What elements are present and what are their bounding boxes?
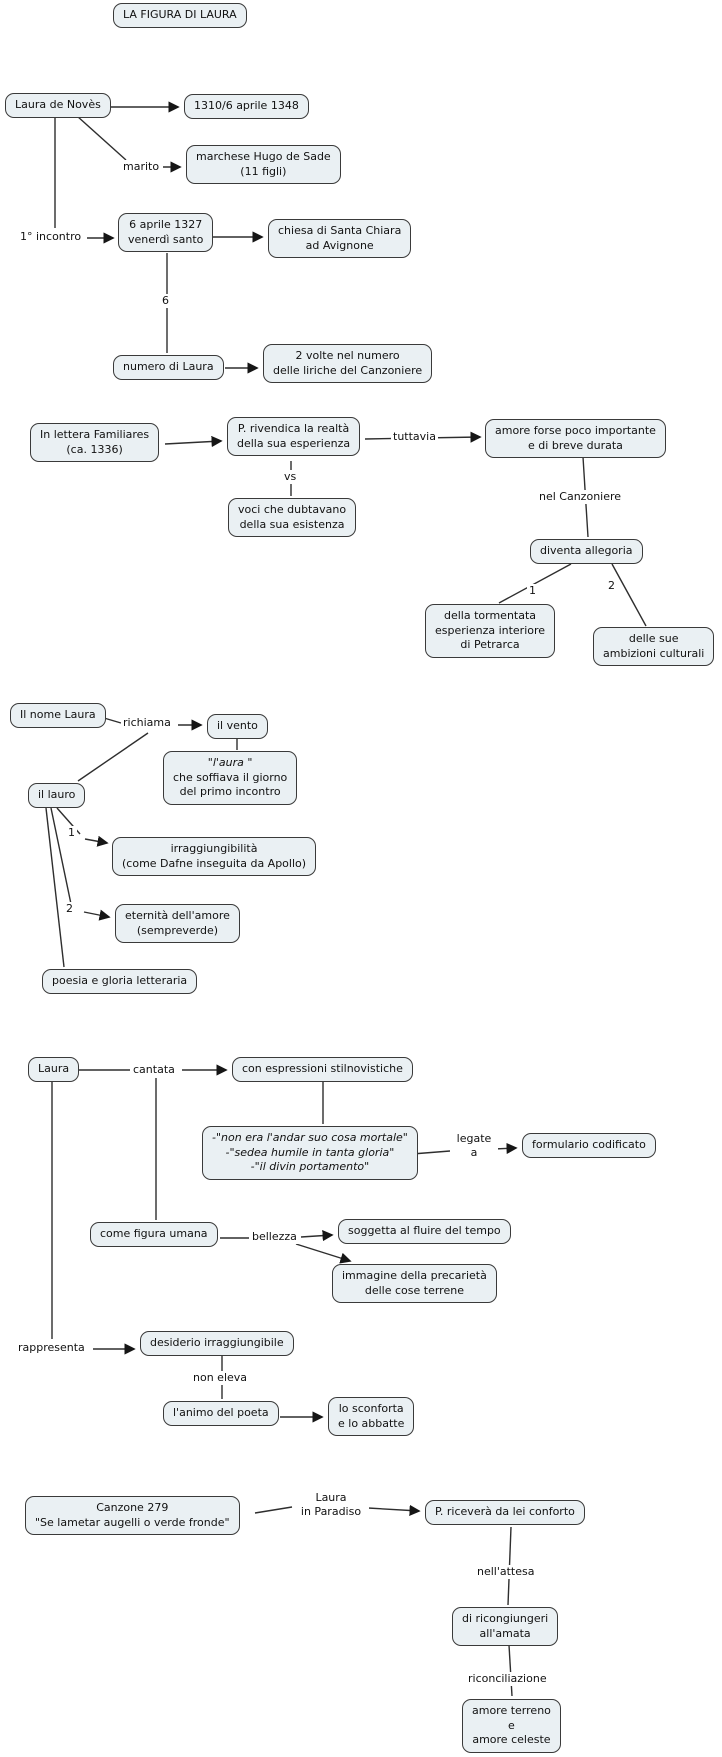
node-voci-dubbio[interactable]: [228, 498, 356, 537]
node-formulario-codificato[interactable]: [522, 1133, 656, 1158]
node-marchese-hugo[interactable]: [186, 145, 341, 184]
node-ricevera-conforto[interactable]: [425, 1500, 585, 1525]
node-text-line: il vento: [217, 719, 258, 732]
node-text-line: esperienza interiore: [435, 623, 546, 637]
node-tormentata-esperienza[interactable]: [425, 604, 555, 658]
node-espressioni-stilnovistiche[interactable]: [232, 1057, 413, 1082]
node-text-line: P. rivendica la realtà: [237, 422, 350, 435]
node-text-line: e: [508, 1718, 515, 1732]
edge-label-rappresenta[interactable]: rappresenta: [18, 1341, 85, 1354]
node-text-line: P. riceverà da lei conforto: [435, 1505, 575, 1518]
node-text-line: e di breve durata: [528, 438, 623, 452]
node-text-line: (11 figli): [240, 164, 287, 178]
node-text-line: LA FIGURA DI LAURA: [123, 8, 237, 21]
edge-label-primo-incontro[interactable]: 1° incontro: [20, 230, 82, 243]
node-text-line: immagine della precarietà: [342, 1269, 487, 1282]
node-text-line: amore terreno: [472, 1704, 551, 1717]
node-il-vento[interactable]: [207, 714, 268, 739]
node-text-line: (come Dafne inseguita da Apollo): [122, 856, 307, 870]
node-text-line: come figura umana: [100, 1227, 208, 1240]
node-text-line: il lauro: [38, 788, 76, 801]
node-text-line: della tormentata: [444, 609, 537, 622]
edge-label-bellezza[interactable]: bellezza: [252, 1230, 297, 1243]
edge-label-tuttavia[interactable]: tuttavia: [393, 430, 436, 443]
edge-label-due-lauro[interactable]: 2: [66, 902, 73, 915]
node-irraggiungibilita[interactable]: [112, 837, 316, 876]
node-text-line: venerdì santo: [128, 232, 204, 246]
edge-label-legate-a[interactable]: [450, 1132, 498, 1160]
node-citazioni[interactable]: [202, 1126, 418, 1180]
node-dates[interactable]: [184, 94, 309, 119]
node-laura-de-noves[interactable]: [5, 93, 111, 118]
node-text-line: del primo incontro: [179, 785, 281, 799]
node-text-line: Laura: [38, 1062, 70, 1075]
node-text-line: amore forse poco importante: [495, 424, 656, 437]
node-text-line: l'animo del poeta: [173, 1406, 269, 1419]
node-text-line: desiderio irraggiungibile: [150, 1336, 284, 1349]
edge-label-line: in Paradiso: [300, 1504, 362, 1518]
node-il-lauro[interactable]: [28, 783, 85, 808]
node-ricongiungersi[interactable]: [452, 1607, 558, 1646]
edge-label-uno-lauro[interactable]: 1: [68, 826, 75, 839]
edge-label-due-allegoria[interactable]: 2: [608, 579, 615, 592]
node-poesia-gloria[interactable]: [42, 969, 197, 994]
node-text-line: marchese Hugo de Sade: [196, 150, 331, 163]
edge-label-nel-canzoniere[interactable]: nel Canzoniere: [539, 490, 622, 503]
node-diventa-allegoria[interactable]: [530, 539, 643, 564]
node-text-line: lo sconforta: [338, 1402, 404, 1415]
node-text-line: all'amata: [479, 1626, 531, 1640]
node-chiesa-santa-chiara[interactable]: [268, 219, 411, 258]
node-animo-poeta[interactable]: [163, 1401, 279, 1426]
node-text-line: della sua esistenza: [239, 517, 345, 531]
node-title[interactable]: [113, 3, 247, 28]
node-text-line: Il nome Laura: [20, 708, 96, 721]
node-text-line: 6 aprile 1327: [129, 218, 203, 231]
edge-label-non-eleva[interactable]: non eleva: [193, 1371, 248, 1384]
node-l-aura[interactable]: [163, 751, 297, 805]
node-eternita-amore[interactable]: [115, 904, 240, 943]
edge-label-line: legate: [456, 1132, 492, 1145]
node-ambizioni-culturali[interactable]: [593, 627, 714, 666]
node-text-line: In lettera Familiares: [40, 428, 150, 441]
edge-label-laura-in-paradiso[interactable]: [293, 1491, 369, 1519]
node-text-line: con espressioni stilnovistiche: [242, 1062, 403, 1075]
node-laura[interactable]: [28, 1057, 79, 1082]
node-text-line: voci che dubtavano: [238, 503, 347, 516]
node-text-line: "l'aura ": [207, 756, 253, 769]
node-rivendica-realta[interactable]: [227, 417, 360, 456]
node-text-line: della sua esperienza: [237, 436, 351, 450]
edge-label-line: Laura: [315, 1491, 347, 1504]
node-due-volte-canzoniere[interactable]: [263, 344, 432, 383]
node-text-line: numero di Laura: [123, 360, 214, 373]
node-lettera-familiares[interactable]: [30, 423, 159, 462]
edge-label-cantata[interactable]: cantata: [133, 1063, 175, 1076]
node-data-primo-incontro[interactable]: [118, 213, 213, 252]
node-text-line: -"sedea humile in tanta gloria": [225, 1145, 395, 1159]
node-figura-umana[interactable]: [90, 1222, 218, 1247]
node-text-line: ad Avignone: [305, 238, 374, 252]
edge-label-nell-attesa[interactable]: nell'attesa: [477, 1565, 535, 1578]
edge-label-vs[interactable]: vs: [284, 470, 297, 483]
node-soggetta-tempo[interactable]: [338, 1219, 511, 1244]
node-amore-poco-importante[interactable]: [485, 419, 666, 458]
node-sconforta-abbatte[interactable]: [328, 1397, 414, 1436]
edge-label-uno-allegoria[interactable]: 1: [529, 584, 536, 597]
node-text-line: -"il divin portamento": [250, 1160, 370, 1174]
node-text-line: 1310/6 aprile 1348: [194, 99, 299, 112]
node-text-line: di ricongiungeri: [462, 1612, 549, 1625]
node-text-line: di Petrarca: [460, 638, 520, 652]
node-text-line: diventa allegoria: [540, 544, 633, 557]
node-text-line: (sempreverde): [136, 923, 219, 937]
node-text-line: amore celeste: [472, 1733, 551, 1747]
node-numero-di-laura[interactable]: [113, 355, 224, 380]
edge-label-line: a: [470, 1145, 478, 1159]
node-text-line: eternità dell'amore: [125, 909, 230, 922]
node-text-line: Canzone 279: [96, 1501, 169, 1514]
edge-label-marito[interactable]: marito: [123, 160, 160, 173]
node-text-line: delle sue: [628, 632, 679, 645]
node-text-line: formulario codificato: [532, 1138, 646, 1151]
node-text-line: soggetta al fluire del tempo: [348, 1224, 501, 1237]
node-text-line: che soffiava il giorno: [173, 770, 288, 784]
node-desiderio-irraggiungibile[interactable]: [140, 1331, 294, 1356]
node-canzone-279[interactable]: [25, 1496, 240, 1535]
edge-label-riconciliazione[interactable]: riconciliazione: [468, 1672, 547, 1685]
node-text-line: chiesa di Santa Chiara: [278, 224, 402, 237]
node-text-line: poesia e gloria letteraria: [52, 974, 188, 987]
node-text-line: (ca. 1336): [66, 442, 123, 456]
node-text-line: 2 volte nel numero: [295, 349, 400, 362]
node-il-nome-laura[interactable]: [10, 703, 106, 728]
node-text-line: delle cose terrene: [364, 1283, 464, 1297]
node-text-line: Laura de Novès: [15, 98, 101, 111]
node-text-line: delle liriche del Canzoniere: [273, 363, 423, 377]
edge-label-sei[interactable]: 6: [162, 294, 169, 307]
node-text-line: -"non era l'andar suo cosa mortale": [212, 1131, 408, 1144]
node-text-line: ambizioni culturali: [603, 646, 705, 660]
node-text-line: irraggiungibilità: [170, 842, 258, 855]
node-text-line: "Se lametar augelli o verde fronde": [35, 1515, 230, 1529]
node-text-line: e lo abbatte: [338, 1416, 405, 1430]
edge-label-richiama[interactable]: richiama: [123, 716, 171, 729]
node-amore-terreno-celeste[interactable]: [462, 1699, 561, 1753]
node-precarieta[interactable]: [332, 1264, 497, 1303]
